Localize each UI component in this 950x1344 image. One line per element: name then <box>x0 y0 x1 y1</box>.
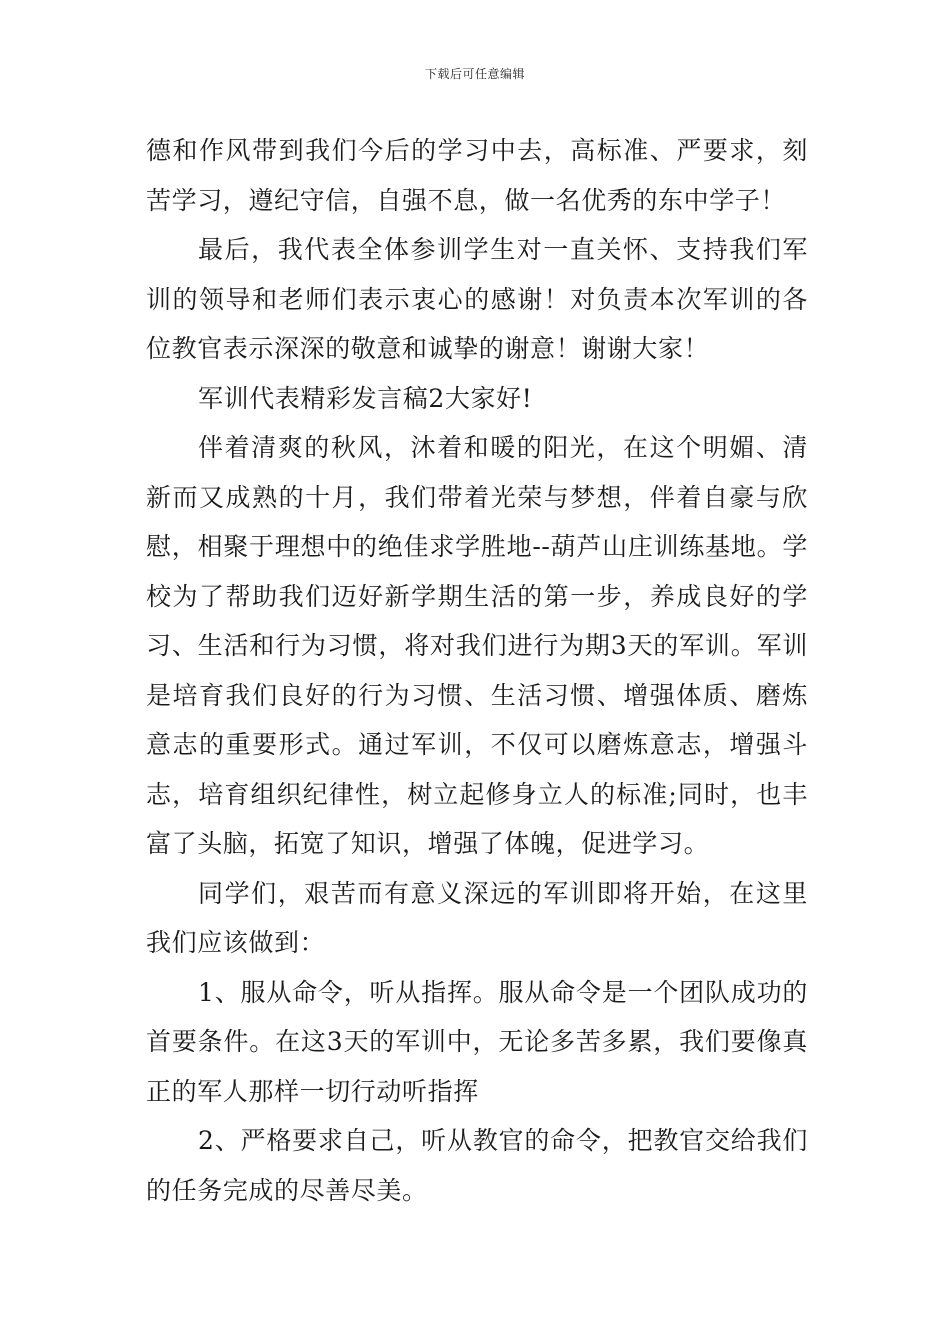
paragraph-intro: 伴着清爽的秋风，沐着和暖的阳光，在这个明媚、清新而又成熟的十月，我们带着光荣与梦想，伴着自豪与欣慰，相聚于理想中的绝佳求学胜地--葫芦山庄训练基地。学校为了帮助我们迈好新学期生活的第一步，养成良好的学习、生活和行为习惯，将对我们进行为期3天的军训。军训是培育我们良好的行为习惯、生活习惯、增强体质、磨炼意志的重要形式。通过军训，不仅可以磨炼意志，增强斗志，培育组织纪律性，树立起修身立人的标准;同时，也丰富了头脑，拓宽了知识，增强了体魄，促进学习。 <box>146 433 808 858</box>
document-body <box>146 126 808 1215</box>
paragraph-thanks: 最后，我代表全体参训学生对一直关怀、支持我们军训的领导和老师们表示衷心的感谢！对负责本次军训的各位教官表示深深的敬意和诚挚的谢意！谢谢大家！ <box>146 235 808 363</box>
list-item-strict-requirements: 2、严格要求自己，听从教官的命令，把教官交给我们的任务完成的尽善尽美。 <box>146 1126 808 1205</box>
page-header: 下载后可任意编辑 <box>424 67 525 81</box>
list-item-obey-orders: 1、服从命令，听从指挥。服从命令是一个团队成功的首要条件。在这3天的军训中，无论多苦多累，我们要像真正的军人那样一切行动听指挥 <box>146 977 808 1106</box>
paragraph-continuation: 德和作风带到我们今后的学习中去，高标准、严要求，刻苦学习，遵纪守信，自强不息，做一名优秀的东中学子！ <box>146 136 808 215</box>
paragraph-speech-title: 军训代表精彩发言稿2大家好! <box>198 383 533 413</box>
paragraph-call-to-action: 同学们，艰苦而有意义深远的军训即将开始，在这里我们应该做到： <box>146 878 808 957</box>
